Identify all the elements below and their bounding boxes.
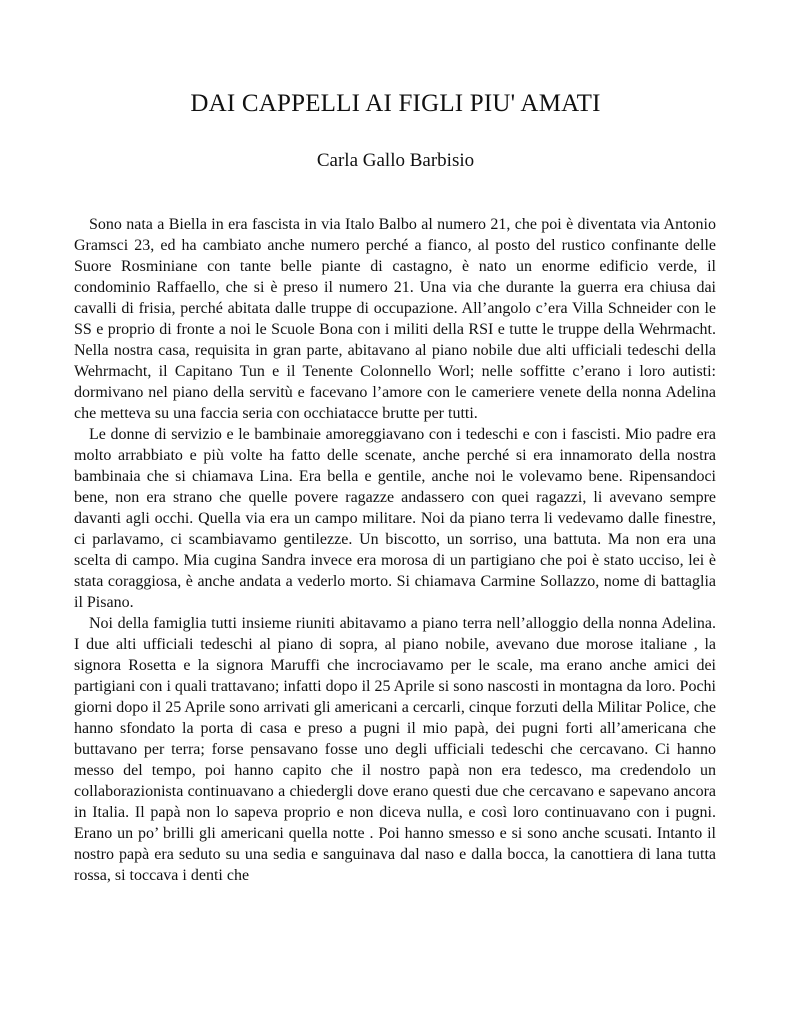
body-paragraph: Noi della famiglia tutti insieme riuniti abitavamo a piano terra nell’alloggio della nonna Adelina. I due alti ufficiali tedeschi al piano di sopra, al piano nobile, avevano due morose italiane , la signora Rosetta e la signora Maruffi che incrociavamo per le scale, ma erano anche amici dei partigiani con i quali trattavano; infatti dopo il 25 Aprile si sono nascosti in montagna da loro. Pochi giorni dopo il 25 Aprile sono arrivati gli americani a cercarli, cinque forzuti della Militar Police, che hanno sfondato la porta di casa e preso a pugni il mio papà, dei pugni forti all’americana che buttavano per terra; forse pensavano fosse uno degli ufficiali tedeschi che cercavano. Ci hanno messo del tempo, poi hanno capito che il nostro papà non era tedesco, ma credendolo un collaborazionista continuavano a chiedergli dove erano questi due che cercavano e sapevano ancora in Italia. Il papà non lo sapeva proprio e non diceva nulla, e così loro continuavano con i pugni. Erano un po’ brilli gli americani quella notte . Poi hanno smesso e si sono anche scusati. Intanto il nostro papà era seduto su una sedia e sanguinava dal naso e dalla bocca, la canottiera di lana tutta rossa, si toccava i denti che [74, 615, 716, 884]
body-paragraph: Sono nata a Biella in era fascista in via Italo Balbo al numero 21, che poi è diventata via Antonio Gramsci 23, ed ha cambiato anche numero perché a fianco, al posto del rustico confinante delle Suore Rosminiane con tante belle piante di castagno, è nato un enorme edificio verde, il condominio Raffaello, che si è preso il numero 21. Una via che durante la guerra era chiusa dai cavalli di frisia, perché abitata dalle truppe di occupazione. All’angolo c’era Villa Schneider con le SS e proprio di fronte a noi le Scuole Bona con i militi della RSI e tutte le truppe della Wehrmacht. Nella nostra casa, requisita in gran parte, abitavano al piano nobile due alti ufficiali tedeschi della Wehrmacht, il Capitano Tun e il Tenente Colonnello Worl; nelle soffitte c’erano i loro autisti: dormivano nel piano della servitù e facevano l’amore con le cameriere venete della nonna Adelina che metteva su una faccia seria con occhiatacce brutte per tutti. [74, 216, 716, 422]
document-author: Carla Gallo Barbisio [316, 150, 475, 171]
document-body [74, 214, 716, 886]
body-paragraph: Le donne di servizio e le bambinaie amoreggiavano con i tedeschi e con i fascisti. Mio padre era molto arrabbiato e più volte ha fatto delle scenate, anche perché si era innamorato della nostra bambinaia che si chiamava Lina. Era bella e gentile, anche noi le volevamo bene. Ripensandoci bene, non era strano che quelle povere ragazze andassero con quei ragazzi, li avevano sempre davanti agli occhi. Quella via era un campo militare. Noi da piano terra li vedevamo dalle finestre, ci parlavamo, ci scambiavamo gentilezze. Un biscotto, un sorriso, una battuta. Ma non era una scelta di campo. Mia cugina Sandra invece era morosa di un partigiano che poi è stato ucciso, lei è stata coraggiosa, è anche andata a vederlo morto. Si chiamava Carmine Sollazzo, nome di battaglia il Pisano. [74, 426, 716, 611]
document-title: DAI CAPPELLI AI FIGLI PIU' AMATI [190, 90, 601, 117]
